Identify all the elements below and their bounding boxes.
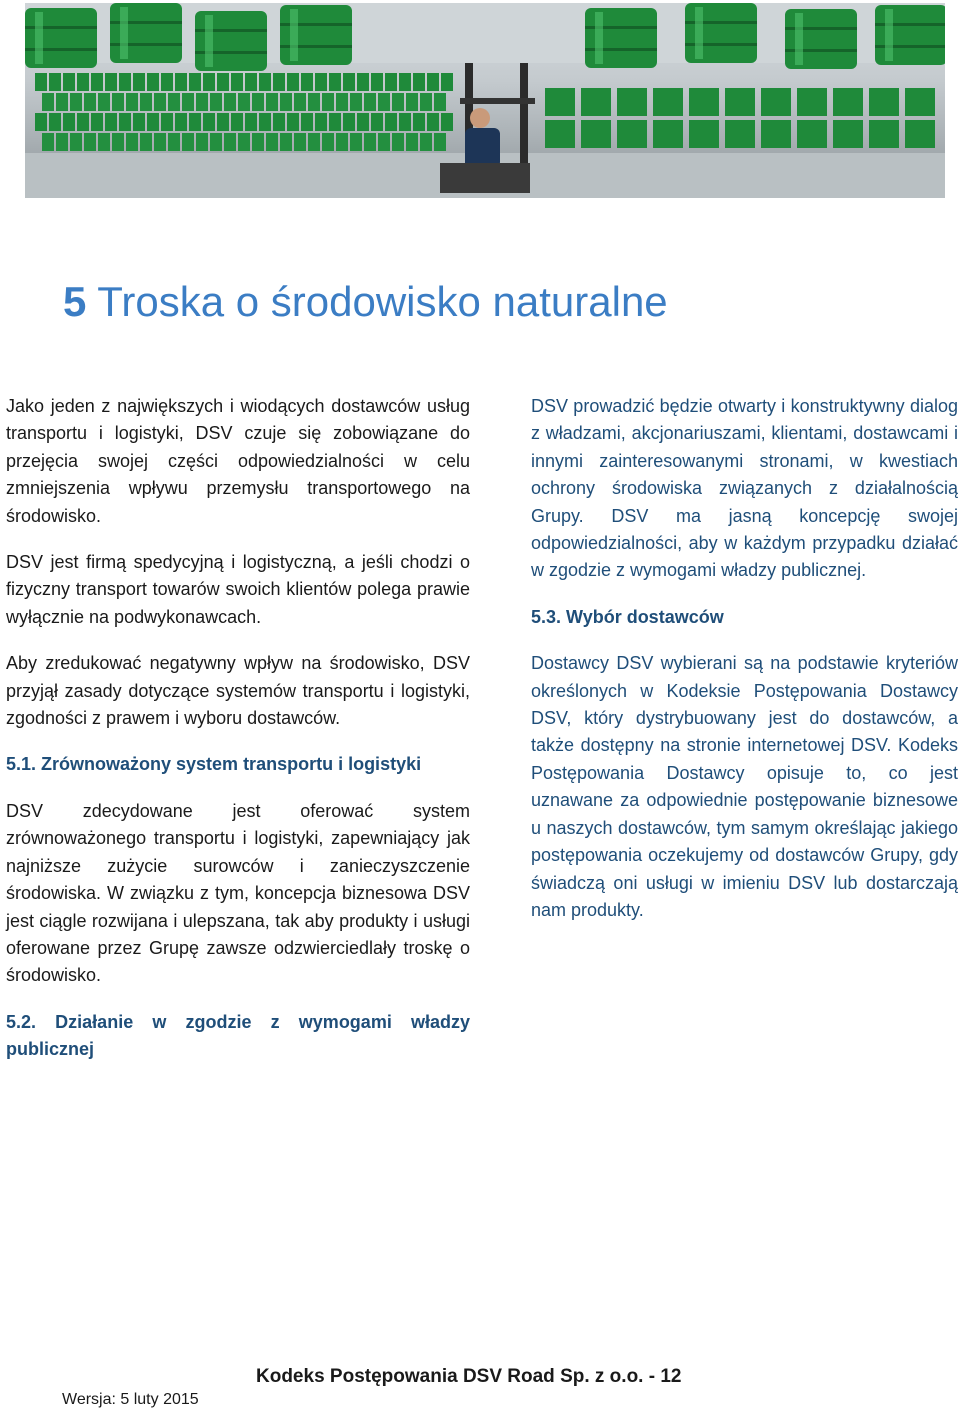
barrel — [294, 93, 306, 111]
barrel — [35, 113, 47, 131]
barrel — [343, 113, 355, 131]
barrel — [406, 133, 418, 151]
barrel — [189, 113, 201, 131]
barrel — [224, 93, 236, 111]
barrel — [581, 88, 611, 116]
warehouse-photo — [25, 3, 945, 198]
barrel — [725, 120, 755, 148]
barrel — [294, 133, 306, 151]
barrel — [322, 93, 334, 111]
barrel — [420, 133, 432, 151]
barrel — [399, 113, 411, 131]
barrel — [905, 88, 935, 116]
barrel — [84, 93, 96, 111]
barrel — [238, 133, 250, 151]
barrel — [427, 113, 439, 131]
barrel — [63, 73, 75, 91]
barrel — [63, 113, 75, 131]
barrel — [231, 113, 243, 131]
barrel — [869, 120, 899, 148]
barrel — [336, 93, 348, 111]
barrel — [685, 3, 757, 63]
barrel — [420, 93, 432, 111]
barrel — [617, 88, 647, 116]
barrel — [217, 73, 229, 91]
barrel — [785, 9, 857, 69]
heading-5-2: 5.2. Działanie w zgodzie z wymogami władzy publicznej — [6, 1011, 470, 1060]
barrel — [84, 133, 96, 151]
barrel — [168, 93, 180, 111]
barrel — [273, 113, 285, 131]
barrel — [35, 73, 47, 91]
barrel — [175, 113, 187, 131]
barrel — [91, 113, 103, 131]
barrel — [797, 88, 827, 116]
barrel — [833, 88, 863, 116]
barrel — [336, 133, 348, 151]
footer-title: Kodeks Postępowania DSV Road Sp. z o.o. - 12 — [256, 1366, 682, 1387]
section-title: Troska o środowisko naturalne — [97, 278, 668, 325]
barrel — [133, 113, 145, 131]
barrel — [49, 113, 61, 131]
barrel — [585, 8, 657, 68]
barrel — [725, 88, 755, 116]
barrel — [413, 113, 425, 131]
section-number: 5 — [63, 278, 87, 325]
barrel — [413, 73, 425, 91]
barrel — [357, 73, 369, 91]
barrel — [154, 133, 166, 151]
barrel — [77, 73, 89, 91]
barrel — [875, 5, 945, 65]
barrel — [147, 73, 159, 91]
barrel — [406, 93, 418, 111]
barrel — [105, 73, 117, 91]
barrel — [56, 93, 68, 111]
barrel — [329, 73, 341, 91]
barrel — [287, 73, 299, 91]
paragraph: DSV jest firmą spedycyjną i logistyczną, a jeśli chodzi o fizyczny transport towarów swoich klientów polega prawie wyłącznie na podwykonawcach. — [6, 552, 470, 627]
barrel — [98, 93, 110, 111]
barrel — [119, 113, 131, 131]
page-title — [63, 278, 668, 326]
barrel — [77, 113, 89, 131]
barrel — [210, 133, 222, 151]
paragraph: DSV zdecydowane jest oferować system zrównoważonego transportu i logistyki, zapewniający jak najniższe zużycie surowców i zanieczyszczenie środowiska. W związku z tym, koncepcja biznesowa DSV jest ciągle rozwijana i ulepszana, tak aby produkty i usługi oferowane przez Grupę zawsze odzwierciedlały troskę o środowisko. — [6, 800, 470, 986]
paragraph: Jako jeden z największych i wiodących dostawców usług transportu i logistyki, DSV czuje się zobowiązane do przejęcia swojej części odpowiedzialności w celu zmniejszenia wpływu przemysłu transportowego na środowisko. — [6, 396, 470, 526]
barrel — [280, 5, 352, 65]
barrel — [196, 93, 208, 111]
barrel — [182, 93, 194, 111]
barrel — [182, 133, 194, 151]
paragraph: Dostawcy DSV wybierani są na podstawie kryteriów określonych w Kodeksie Postępowania Dostawcy DSV, który dystrybuowany jest do dostawców, a także dostępny na stronie internetowej DSV. Kodeks Postępowania Dostawcy opisuje to, co jest uznawane za odpowiednie postępowanie biznesowe u naszych dostawców, tym samym określając jakiego postępowania oczekujemy od dostawców Grupy, gdy świadczą oni usługi w imieniu DSV lub dostarczają nam produkty. — [531, 653, 958, 920]
barrel — [364, 133, 376, 151]
barrel — [399, 73, 411, 91]
barrel — [434, 93, 446, 111]
barrel — [217, 113, 229, 131]
barrel — [385, 73, 397, 91]
barrel — [49, 73, 61, 91]
barrel — [343, 73, 355, 91]
barrel — [231, 73, 243, 91]
barrel — [126, 93, 138, 111]
barrel — [110, 3, 182, 63]
barrel — [25, 8, 97, 68]
barrel — [869, 88, 899, 116]
barrel — [653, 120, 683, 148]
heading-5-3: 5.3. Wybór dostawców — [531, 606, 724, 627]
barrel — [392, 133, 404, 151]
warehouse-illustration — [25, 3, 945, 198]
barrel — [105, 113, 117, 131]
barrel — [98, 133, 110, 151]
barrel — [175, 73, 187, 91]
barrel — [301, 113, 313, 131]
paragraph: Aby zredukować negatywny wpływ na środowisko, DSV przyjął zasady dotyczące systemów transportu i logistyki, zgodności z prawem i wyboru dostawców. — [6, 653, 470, 729]
barrel — [581, 120, 611, 148]
barrel — [280, 93, 292, 111]
barrel — [441, 113, 453, 131]
barrel — [224, 133, 236, 151]
heading-5-1: 5.1. Zrównoważony system transportu i logistyki — [6, 754, 422, 775]
barrel — [545, 120, 575, 148]
barrel — [545, 88, 575, 116]
barrel — [427, 73, 439, 91]
barrel — [378, 133, 390, 151]
barrel — [653, 88, 683, 116]
right-column — [531, 393, 958, 943]
barrel — [273, 73, 285, 91]
barrel — [252, 133, 264, 151]
barrel — [280, 133, 292, 151]
barrel — [161, 73, 173, 91]
barrel — [315, 73, 327, 91]
barrel — [357, 113, 369, 131]
paragraph: DSV prowadzić będzie otwarty i konstruktywny dialog z władzami, akcjonariuszami, klientami, dostawcami i innymi zainteresowanymi stronami, w kwestiach ochrony środowiska związanych z działalnością Grupy. DSV ma jasną koncepcję swojej odpowiedzialności, aby w każdym przypadku działać w zgodzie z wymogami władzy publicznej. — [531, 396, 958, 581]
barrel — [140, 133, 152, 151]
barrel — [378, 93, 390, 111]
barrel — [364, 93, 376, 111]
barrel — [287, 113, 299, 131]
barrel — [350, 133, 362, 151]
barrel — [70, 133, 82, 151]
barrel — [238, 93, 250, 111]
barrel — [371, 73, 383, 91]
barrel — [56, 133, 68, 151]
barrel — [126, 133, 138, 151]
barrel — [797, 120, 827, 148]
barrel — [266, 93, 278, 111]
barrel — [371, 113, 383, 131]
barrel — [315, 113, 327, 131]
barrel — [168, 133, 180, 151]
barrel — [42, 93, 54, 111]
barrel — [112, 133, 124, 151]
operator-head — [470, 108, 490, 128]
barrel — [308, 133, 320, 151]
barrel — [833, 120, 863, 148]
barrel — [203, 113, 215, 131]
barrel — [161, 113, 173, 131]
barrel — [689, 88, 719, 116]
barrel — [266, 133, 278, 151]
footer-version: Wersja: 5 luty 2015 — [62, 1391, 199, 1408]
barrel — [203, 73, 215, 91]
barrel — [196, 133, 208, 151]
barrel — [259, 73, 271, 91]
barrel — [329, 113, 341, 131]
barrel — [112, 93, 124, 111]
barrel — [245, 73, 257, 91]
barrel — [905, 120, 935, 148]
barrel — [259, 113, 271, 131]
barrel — [42, 133, 54, 151]
barrel — [119, 73, 131, 91]
barrel — [154, 93, 166, 111]
barrel — [350, 93, 362, 111]
barrel — [308, 93, 320, 111]
barrel — [441, 73, 453, 91]
barrel — [301, 73, 313, 91]
barrel — [210, 93, 222, 111]
barrel — [617, 120, 647, 148]
barrel — [133, 73, 145, 91]
barrel — [322, 133, 334, 151]
barrel — [385, 113, 397, 131]
barrel — [392, 93, 404, 111]
barrel — [761, 88, 791, 116]
barrel — [91, 73, 103, 91]
barrel — [252, 93, 264, 111]
barrel — [140, 93, 152, 111]
barrel — [761, 120, 791, 148]
barrel — [195, 11, 267, 71]
barrel — [189, 73, 201, 91]
barrel — [434, 133, 446, 151]
left-column — [6, 393, 470, 1083]
barrel — [689, 120, 719, 148]
barrel — [245, 113, 257, 131]
barrel — [147, 113, 159, 131]
barrel — [70, 93, 82, 111]
